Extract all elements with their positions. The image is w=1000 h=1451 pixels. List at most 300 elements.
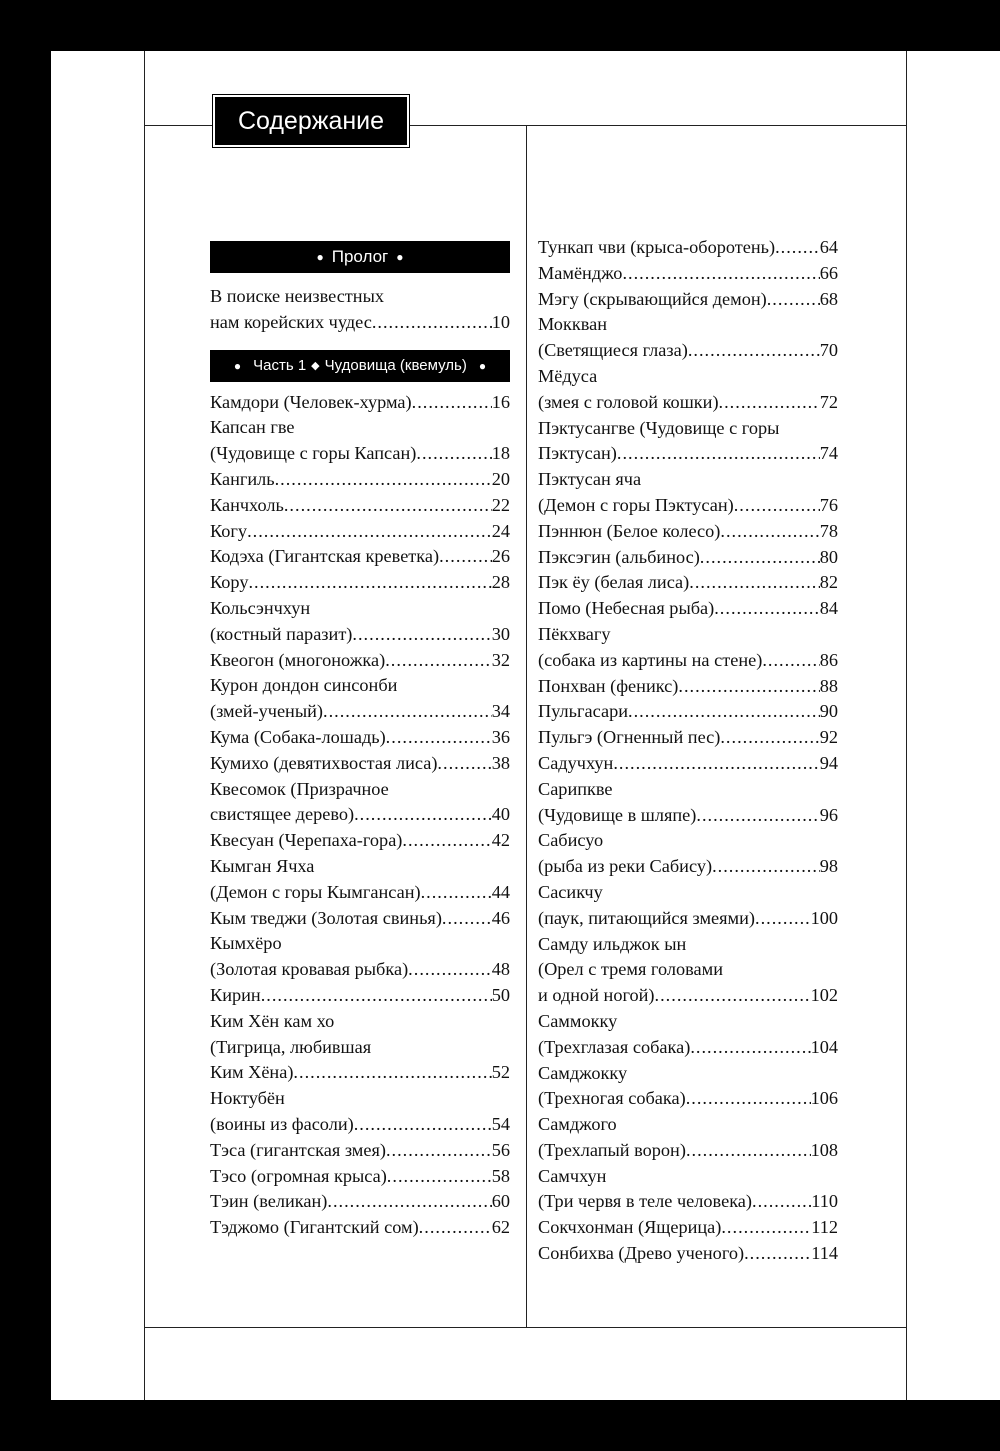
toc-entry-page: 40 xyxy=(491,804,510,825)
toc-entry-page: 104 xyxy=(810,1036,838,1057)
toc-entry-line xyxy=(210,931,510,957)
dot-leader xyxy=(712,854,820,880)
right-vertical-rule xyxy=(906,51,907,1400)
dot-leader xyxy=(628,699,820,725)
dot-leader xyxy=(385,648,492,674)
toc-entry-last-line xyxy=(538,493,838,519)
toc-entry[interactable] xyxy=(210,493,510,519)
toc-entry-last-line xyxy=(210,880,510,906)
toc-entry-title: Помо (Небесная рыба) xyxy=(538,598,715,619)
bullet-icon: ● xyxy=(316,250,324,264)
center-vertical-rule xyxy=(526,125,527,1328)
toc-entry-title: нам корейских чудес xyxy=(210,311,372,332)
toc-entry[interactable] xyxy=(538,751,838,777)
dot-leader xyxy=(352,622,491,648)
toc-entry[interactable] xyxy=(210,1189,510,1215)
toc-entry[interactable] xyxy=(210,570,510,596)
toc-entry-last-line xyxy=(210,802,510,828)
toc-entry-title: Сокчхонман (Ящерица) xyxy=(538,1217,722,1238)
toc-entry-line xyxy=(538,1112,838,1138)
toc-entry[interactable] xyxy=(538,880,838,932)
prologue-list xyxy=(210,284,510,336)
toc-entry[interactable] xyxy=(538,777,838,829)
toc-entry-title: (паук, питающийся змеями) xyxy=(538,907,756,928)
toc-entry-page: 68 xyxy=(819,288,838,309)
toc-entry-title: (Тигрица, любившая xyxy=(210,1036,372,1057)
toc-entry-last-line xyxy=(538,725,838,751)
toc-entry-title: Ноктубён xyxy=(210,1088,285,1109)
toc-entry-last-line xyxy=(210,1138,510,1164)
toc-entry-page: 58 xyxy=(491,1165,510,1186)
toc-entry-line xyxy=(210,854,510,880)
toc-entry-last-line xyxy=(538,1189,838,1215)
toc-entry-title: Понхван (феникс) xyxy=(538,675,679,696)
toc-entry-last-line xyxy=(210,725,510,751)
toc-entry[interactable] xyxy=(538,1009,838,1061)
toc-entry-line xyxy=(210,1009,510,1035)
dot-leader xyxy=(284,493,492,519)
toc-entry-last-line xyxy=(210,1215,510,1241)
toc-entry-title: (собака из картины на стене) xyxy=(538,649,763,670)
toc-entry-page: 10 xyxy=(491,311,510,332)
toc-entry[interactable] xyxy=(210,390,510,416)
dot-leader xyxy=(721,1215,811,1241)
dot-leader xyxy=(714,596,819,622)
toc-entry-last-line xyxy=(538,674,838,700)
toc-entry-page: 94 xyxy=(819,752,838,773)
toc-entry-page: 32 xyxy=(491,649,510,670)
toc-entry-title: (Демон с горы Кымгансан) xyxy=(210,881,421,902)
dot-leader xyxy=(323,699,492,725)
toc-entry-page: 92 xyxy=(819,727,838,748)
toc-entry-title: (Чудовище с горы Капсан) xyxy=(210,443,417,464)
toc-entry-last-line xyxy=(538,1138,838,1164)
dot-leader xyxy=(248,570,491,596)
toc-entry-title: Капсан гве xyxy=(210,417,295,438)
toc-entry-last-line xyxy=(210,519,510,545)
toc-entry-last-line xyxy=(210,957,510,983)
toc-entry-title: (Золотая кровавая рыбка) xyxy=(210,959,409,980)
toc-entry[interactable] xyxy=(210,983,510,1009)
dot-leader xyxy=(421,880,492,906)
part1-label: Часть 1 xyxy=(253,357,307,375)
toc-entry-last-line xyxy=(210,493,510,519)
toc-entry[interactable] xyxy=(538,364,838,416)
toc-entry-page: 64 xyxy=(819,237,838,257)
dot-leader xyxy=(275,467,492,493)
prologue-heading xyxy=(210,241,510,273)
dot-leader xyxy=(613,751,819,777)
toc-entry[interactable] xyxy=(210,751,510,777)
toc-entry-line xyxy=(210,673,510,699)
toc-entry-page: 102 xyxy=(810,985,838,1006)
toc-entry-title: Кымхёро xyxy=(210,933,282,954)
toc-entry-page: 48 xyxy=(491,959,510,980)
toc-entry-title: Тункап чви (крыса-оборотень) xyxy=(538,237,776,257)
dot-leader xyxy=(719,390,820,416)
toc-entry-last-line xyxy=(538,287,838,313)
toc-entry-last-line xyxy=(538,261,838,287)
toc-entry-page: 52 xyxy=(491,1062,510,1083)
dot-leader xyxy=(734,493,820,519)
toc-entry-page: 22 xyxy=(491,494,510,515)
toc-entry-last-line xyxy=(538,390,838,416)
toc-entry-title: (воины из фасоли) xyxy=(210,1113,354,1134)
dot-leader xyxy=(720,725,819,751)
toc-entry-page: 84 xyxy=(819,598,838,619)
toc-entry-last-line xyxy=(210,699,510,725)
dot-leader xyxy=(372,310,492,336)
toc-entry-title: Самду ильджок ын xyxy=(538,933,687,954)
toc-entry-title: Сарипкве xyxy=(538,778,613,799)
toc-entry[interactable] xyxy=(210,777,510,829)
toc-entry-page: 62 xyxy=(491,1217,510,1238)
dot-leader xyxy=(419,1215,492,1241)
toc-entry-page: 88 xyxy=(819,675,838,696)
toc-entry-title: Кым тведжи (Золотая свинья) xyxy=(210,907,442,928)
diamond-icon: ◆ xyxy=(311,360,320,373)
toc-entry-last-line xyxy=(210,828,510,854)
toc-entry-title: и одной ногой) xyxy=(538,985,655,1006)
toc-entry-last-line xyxy=(538,1215,838,1241)
toc-entry-title: Квесуан (Черепаха-гора) xyxy=(210,830,403,851)
prologue-heading-label: Пролог xyxy=(331,247,389,266)
toc-entry[interactable] xyxy=(538,287,838,313)
toc-entry[interactable] xyxy=(210,854,510,906)
toc-entry-last-line xyxy=(538,338,838,364)
toc-entry-line xyxy=(538,777,838,803)
dot-leader xyxy=(689,570,819,596)
toc-entry-title: Квесомок (Призрачное xyxy=(210,778,389,799)
toc-entry-title: (змей-ученый) xyxy=(210,701,323,722)
dot-leader xyxy=(354,1112,492,1138)
toc-entry-title: (змея с головой кошки) xyxy=(538,391,719,412)
toc-entry[interactable] xyxy=(538,596,838,622)
toc-entry[interactable] xyxy=(538,699,838,725)
toc-entry-page: 66 xyxy=(819,262,838,283)
toc-entry-title: Самджокку xyxy=(538,1062,628,1083)
toc-entry[interactable] xyxy=(210,1138,510,1164)
toc-entry[interactable] xyxy=(538,1164,838,1216)
dot-leader xyxy=(247,519,492,545)
toc-entry-title: Кымган Ячха xyxy=(210,855,315,876)
toc-entry-page: 60 xyxy=(491,1191,510,1212)
toc-entry-page: 18 xyxy=(491,443,510,464)
toc-entry[interactable] xyxy=(210,725,510,751)
toc-entry-last-line xyxy=(538,983,838,1009)
toc-entry-page: 108 xyxy=(810,1139,838,1160)
page xyxy=(51,51,1000,1400)
toc-entry-title: Канчхоль xyxy=(210,494,284,515)
page-title: Содержание xyxy=(213,95,409,147)
toc-entry-last-line xyxy=(538,235,838,261)
toc-entry-title: Тэджомо (Гигантский сом) xyxy=(210,1217,419,1238)
toc-entry[interactable] xyxy=(538,235,838,261)
toc-entry-page: 16 xyxy=(491,391,510,412)
toc-entry[interactable] xyxy=(210,1086,510,1138)
toc-entry-title: Тэсо (огромная крыса) xyxy=(210,1165,387,1186)
toc-entry-title: Ким Хёна) xyxy=(210,1062,294,1083)
dot-leader xyxy=(386,1138,492,1164)
toc-entry-last-line xyxy=(210,467,510,493)
toc-entry-page: 54 xyxy=(491,1113,510,1134)
toc-entry-last-line xyxy=(538,596,838,622)
toc-entry-title: (Светящиеся глаза) xyxy=(538,340,688,361)
toc-entry-title: свистящее дерево) xyxy=(210,804,355,825)
toc-entry[interactable] xyxy=(538,622,838,674)
toc-entry-title: Саммокку xyxy=(538,1010,618,1031)
toc-entry-page: 114 xyxy=(811,1243,838,1264)
toc-entry-title: Курон дондон синсонби xyxy=(210,675,398,696)
toc-entry-page: 80 xyxy=(819,546,838,567)
toc-entry-page: 56 xyxy=(491,1139,510,1160)
toc-entry-title: Кангиль xyxy=(210,468,275,489)
dot-leader xyxy=(696,803,819,829)
toc-entry-line xyxy=(538,622,838,648)
dot-leader xyxy=(720,519,819,545)
toc-entry-last-line xyxy=(538,751,838,777)
toc-entry-page: 28 xyxy=(491,572,510,593)
toc-entry-title: (Три червя в теле человека) xyxy=(538,1191,753,1212)
toc-entry-title: Пэктусангве (Чудовище с горы xyxy=(538,417,780,438)
toc-entry[interactable] xyxy=(210,467,510,493)
dot-leader xyxy=(416,441,491,467)
dot-leader xyxy=(678,674,819,700)
toc-entry-page: 24 xyxy=(491,520,510,541)
toc-entry-last-line xyxy=(538,699,838,725)
toc-entry-page: 30 xyxy=(491,623,510,644)
toc-entry[interactable] xyxy=(210,931,510,983)
toc-entry[interactable] xyxy=(210,1215,510,1241)
toc-entry[interactable] xyxy=(538,261,838,287)
toc-entry-page: 36 xyxy=(491,726,510,747)
toc-entry[interactable] xyxy=(538,570,838,596)
toc-entry-line xyxy=(210,284,510,310)
dot-leader xyxy=(755,906,811,932)
toc-entry-title: Камдори (Человек-хурма) xyxy=(210,391,412,412)
toc-entry-title: В поиске неизвестных xyxy=(210,286,385,306)
toc-list-left xyxy=(210,390,510,1241)
toc-entry-last-line xyxy=(210,1164,510,1190)
toc-entry[interactable] xyxy=(210,828,510,854)
toc-entry[interactable] xyxy=(538,828,838,880)
toc-entry[interactable] xyxy=(210,906,510,932)
toc-entry-line xyxy=(538,467,838,493)
toc-entry[interactable] xyxy=(210,1009,510,1086)
dot-leader xyxy=(327,1189,491,1215)
toc-entry-title: (Трехлапый ворон) xyxy=(538,1139,686,1160)
bullet-icon: ● xyxy=(478,358,487,373)
toc-entry-title: Сабисуо xyxy=(538,830,604,851)
toc-entry-last-line xyxy=(210,906,510,932)
toc-entry-line xyxy=(538,957,838,983)
dot-leader xyxy=(293,1060,491,1086)
toc-entry-last-line xyxy=(210,570,510,596)
toc-entry[interactable] xyxy=(538,416,838,468)
toc-entry-line xyxy=(538,1164,838,1190)
dot-leader xyxy=(686,1086,811,1112)
dot-leader xyxy=(386,725,492,751)
toc-entry-title: Пэк ёу (белая лиса) xyxy=(538,572,690,593)
toc-entry-page: 100 xyxy=(810,907,838,928)
toc-entry-page: 110 xyxy=(811,1191,838,1212)
toc-entry-title: Ким Хён кам хо xyxy=(210,1010,335,1031)
dot-leader xyxy=(700,545,820,571)
toc-entry-title: Мэгу (скрывающийся демон) xyxy=(538,288,767,309)
toc-entry-title: Сонбихва (Древо ученого) xyxy=(538,1243,745,1264)
toc-entry-title: (костный паразит) xyxy=(210,623,353,644)
toc-entry-page: 82 xyxy=(819,572,838,593)
toc-entry-last-line xyxy=(538,1241,838,1267)
toc-entry[interactable] xyxy=(210,673,510,725)
toc-entry-last-line xyxy=(210,1112,510,1138)
toc-entry[interactable] xyxy=(210,1164,510,1190)
toc-list-right xyxy=(538,235,838,1267)
toc-entry-title: Самчхун xyxy=(538,1165,607,1186)
part1-heading xyxy=(210,350,510,382)
toc-entry-title: Моккван xyxy=(538,314,607,335)
toc-entry-last-line xyxy=(210,1060,510,1086)
toc-entry-title: Когу xyxy=(210,520,248,541)
toc-entry-title: Мамёнджо xyxy=(538,262,623,283)
toc-entry-last-line xyxy=(538,519,838,545)
toc-entry-line xyxy=(538,932,838,958)
toc-entry[interactable] xyxy=(210,415,510,467)
toc-entry[interactable] xyxy=(538,467,838,519)
toc-entry-last-line xyxy=(538,441,838,467)
toc-entry-page: 34 xyxy=(491,701,510,722)
toc-entry-last-line xyxy=(210,622,510,648)
dot-leader xyxy=(387,1164,492,1190)
toc-entry-page: 44 xyxy=(491,881,510,902)
toc-entry-line xyxy=(210,1035,510,1061)
toc-entry-last-line xyxy=(210,983,510,1009)
toc-entry[interactable] xyxy=(538,312,838,364)
toc-entry[interactable] xyxy=(210,648,510,674)
toc-entry-page: 26 xyxy=(491,546,510,567)
toc-entry-page: 78 xyxy=(819,520,838,541)
bullet-icon: ● xyxy=(396,250,404,264)
dot-leader xyxy=(408,957,492,983)
toc-entry-page: 98 xyxy=(819,856,838,877)
toc-entry-title: Самджого xyxy=(538,1114,617,1135)
toc-entry-line xyxy=(538,828,838,854)
toc-entry-title: Пульгэ (Огненный пес) xyxy=(538,727,721,748)
toc-entry-page: 50 xyxy=(491,984,510,1005)
toc-entry-title: Кумихо (девятихвостая лиса) xyxy=(210,752,438,773)
toc-entry[interactable] xyxy=(210,596,510,648)
toc-entry-page: 20 xyxy=(491,468,510,489)
toc-entry-title: Квеогон (многоножка) xyxy=(210,649,386,670)
toc-entry-title: (Чудовище в шляпе) xyxy=(538,804,697,825)
toc-entry-page: 70 xyxy=(819,340,838,361)
toc-entry-last-line xyxy=(538,648,838,674)
toc-entry-line xyxy=(538,364,838,390)
left-vertical-rule xyxy=(144,51,145,1400)
toc-entry-title: Пёкхвагу xyxy=(538,623,611,644)
dot-leader xyxy=(688,338,820,364)
toc-entry-title: Сасикчу xyxy=(538,881,603,902)
toc-entry-title: Пэктусан) xyxy=(538,443,617,464)
toc-entry-page: 74 xyxy=(819,443,838,464)
toc-entry-title: Кодэха (Гигантская креветка) xyxy=(210,546,440,567)
toc-entry-last-line xyxy=(210,544,510,570)
toc-entry-page: 76 xyxy=(819,494,838,515)
dot-leader xyxy=(752,1189,811,1215)
dot-leader xyxy=(622,261,819,287)
bullet-icon: ● xyxy=(233,358,242,373)
toc-entry[interactable] xyxy=(538,725,838,751)
toc-entry[interactable] xyxy=(538,674,838,700)
toc-entry-title: Тэин (великан) xyxy=(210,1191,328,1212)
toc-entry-title: (рыба из реки Сабису) xyxy=(538,856,713,877)
toc-entry[interactable] xyxy=(538,1112,838,1164)
dot-leader xyxy=(762,648,819,674)
toc-entry-last-line xyxy=(538,545,838,571)
toc-entry-line xyxy=(210,596,510,622)
toc-entry-last-line xyxy=(210,441,510,467)
toc-entry-last-line xyxy=(210,310,510,336)
dot-leader xyxy=(686,1138,811,1164)
toc-entry-title: Садучхун xyxy=(538,752,614,773)
toc-entry-last-line xyxy=(538,854,838,880)
toc-entry[interactable] xyxy=(210,544,510,570)
toc-entry-last-line xyxy=(538,1035,838,1061)
dot-leader xyxy=(617,441,820,467)
dot-leader xyxy=(437,751,491,777)
toc-entry-page: 90 xyxy=(819,701,838,722)
toc-entry-last-line xyxy=(210,751,510,777)
part1-title: Чудовища (квемуль) xyxy=(324,357,467,375)
toc-entry-title: (Демон с горы Пэктусан) xyxy=(538,494,734,515)
dot-leader xyxy=(442,906,492,932)
toc-entry-page: 112 xyxy=(811,1217,838,1238)
toc-entry[interactable] xyxy=(538,545,838,571)
toc-entry[interactable] xyxy=(210,284,510,336)
dot-leader xyxy=(655,983,811,1009)
toc-entry-last-line xyxy=(538,570,838,596)
toc-entry-page: 42 xyxy=(491,830,510,851)
toc-entry-page: 106 xyxy=(810,1088,838,1109)
toc-entry-line xyxy=(538,416,838,442)
toc-entry-line xyxy=(538,1061,838,1087)
toc-entry-title: Пэннюн (Белое колесо) xyxy=(538,520,721,541)
toc-entry-title: Пульгасари xyxy=(538,701,628,722)
toc-entry-title: Тэса (гигантская змея) xyxy=(210,1139,386,1160)
toc-entry[interactable] xyxy=(210,519,510,545)
toc-entry-page: 86 xyxy=(819,649,838,670)
dot-leader xyxy=(775,235,820,261)
dot-leader xyxy=(412,390,492,416)
toc-entry-title: Кирин xyxy=(210,984,261,1005)
dot-leader xyxy=(439,544,492,570)
toc-entry[interactable] xyxy=(538,1061,838,1113)
toc-entry[interactable] xyxy=(538,1241,838,1267)
toc-entry[interactable] xyxy=(538,519,838,545)
toc-entry-title: Кума (Собака-лошадь) xyxy=(210,726,386,747)
dot-leader xyxy=(744,1241,811,1267)
toc-entry-last-line xyxy=(538,906,838,932)
toc-entry-title: Мёдуса xyxy=(538,365,598,386)
toc-entry[interactable] xyxy=(538,932,838,1009)
toc-entry-title: (Орел с тремя головами xyxy=(538,959,723,980)
toc-entry-page: 46 xyxy=(491,907,510,928)
toc-entry[interactable] xyxy=(538,1215,838,1241)
toc-entry-last-line xyxy=(538,803,838,829)
toc-entry-last-line xyxy=(210,648,510,674)
dot-leader xyxy=(261,983,492,1009)
bottom-horizontal-rule xyxy=(144,1327,907,1328)
